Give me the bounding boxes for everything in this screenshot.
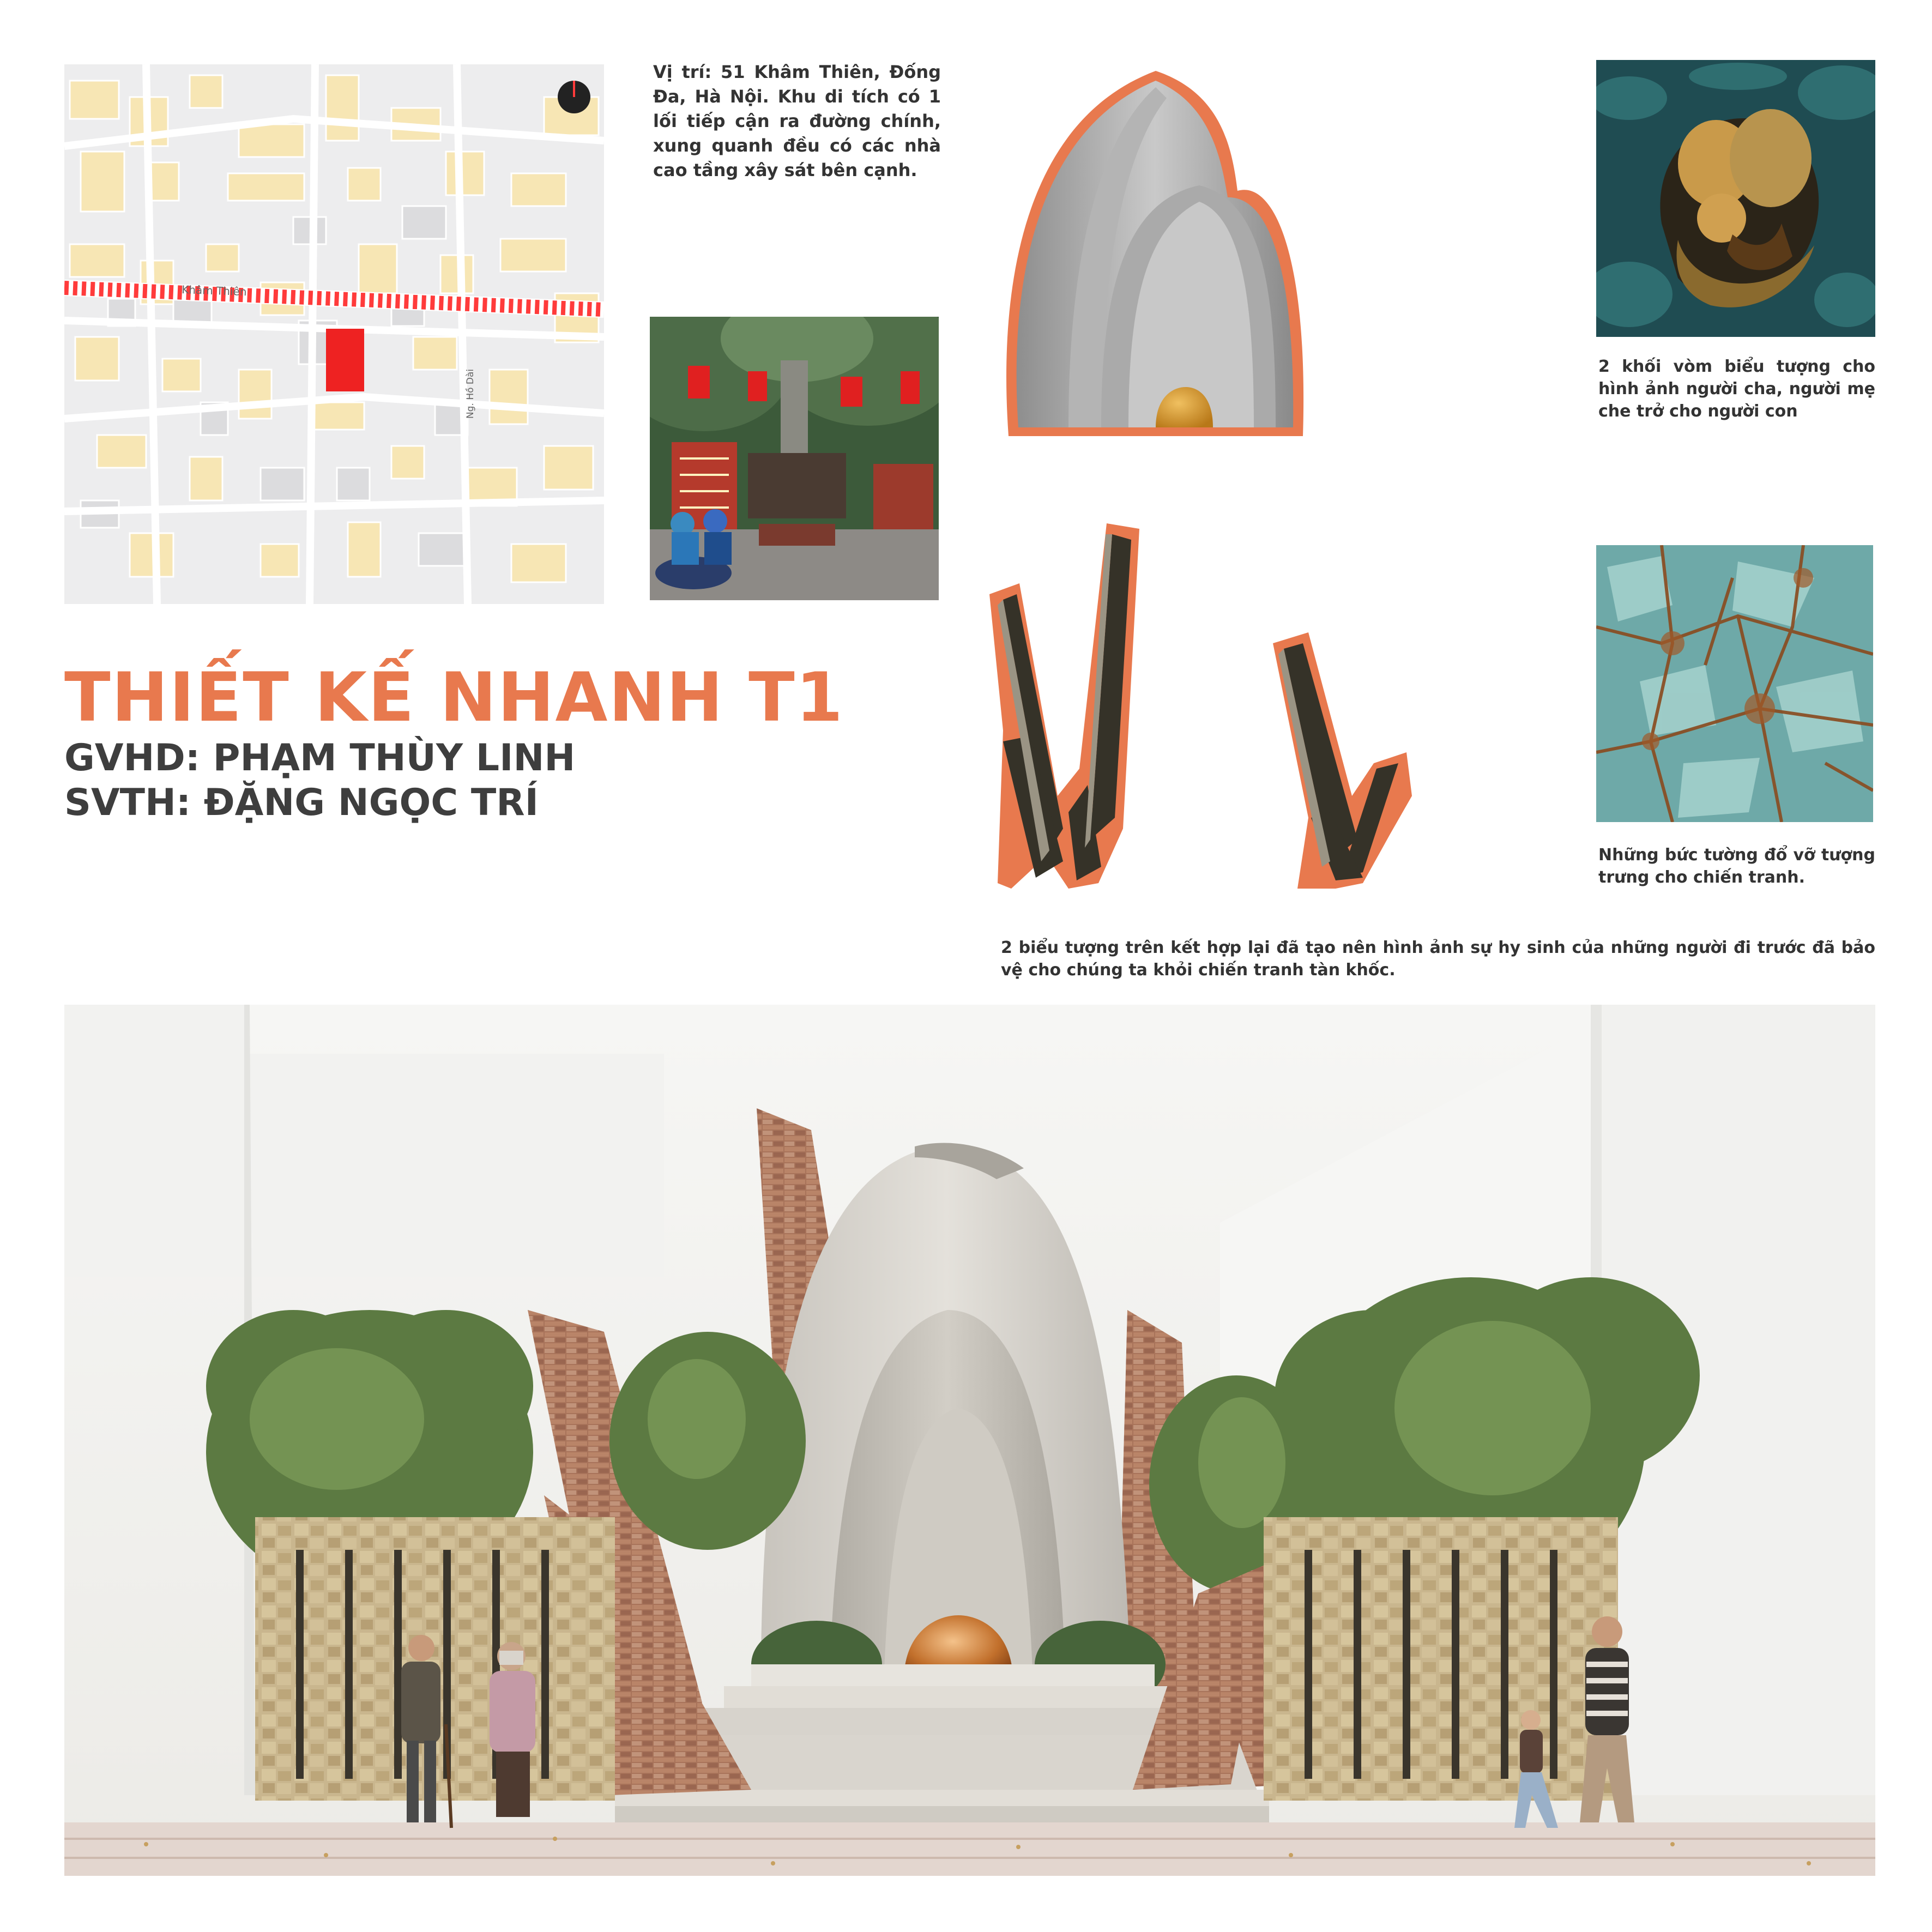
broken-walls-diagram — [981, 512, 1428, 894]
site-map — [64, 64, 604, 604]
location-description: Vị trí: 51 Khâm Thiên, Đống Đa, Hà Nội. Khu di tích có 1 lối tiếp cận ra đường chính, xung quanh đều có các nhà cao tầng xây sát bên cạnh. — [653, 62, 941, 180]
walls-caption: Những bức tường đổ vỡ tượng trưng cho chiến tranh. — [1598, 846, 1875, 887]
student-credit: SVTH: ĐẶNG NGỌC TRÍ — [64, 781, 539, 824]
street-label: Khâm Thiên — [181, 283, 247, 299]
title-block — [64, 659, 844, 825]
dome-caption: 2 khối vòm biểu tượng cho hình ảnh người cha, người mẹ che trở cho người con — [1598, 357, 1875, 421]
combined-caption: 2 biểu tượng trên kết hợp lại đã tạo nên hình ảnh sự hy sinh của những người đi trước đã bảo vệ cho chúng ta khỏi chiến tranh tàn khốc. — [1001, 938, 1875, 980]
site-marker — [326, 329, 364, 391]
dome-diagram — [992, 55, 1319, 452]
north-arrow-icon — [558, 81, 590, 113]
lane-label: Ng. Hồ Dài — [465, 369, 476, 419]
family-painting-reference — [1596, 60, 1875, 337]
memorial-render — [64, 1005, 1875, 1876]
site-photo — [650, 317, 939, 600]
broken-wall-reference — [1596, 545, 1873, 822]
advisor-credit: GVHD: PHẠM THÙY LINH — [64, 736, 576, 780]
project-title: THIẾT KẾ NHANH T1 — [64, 659, 844, 737]
